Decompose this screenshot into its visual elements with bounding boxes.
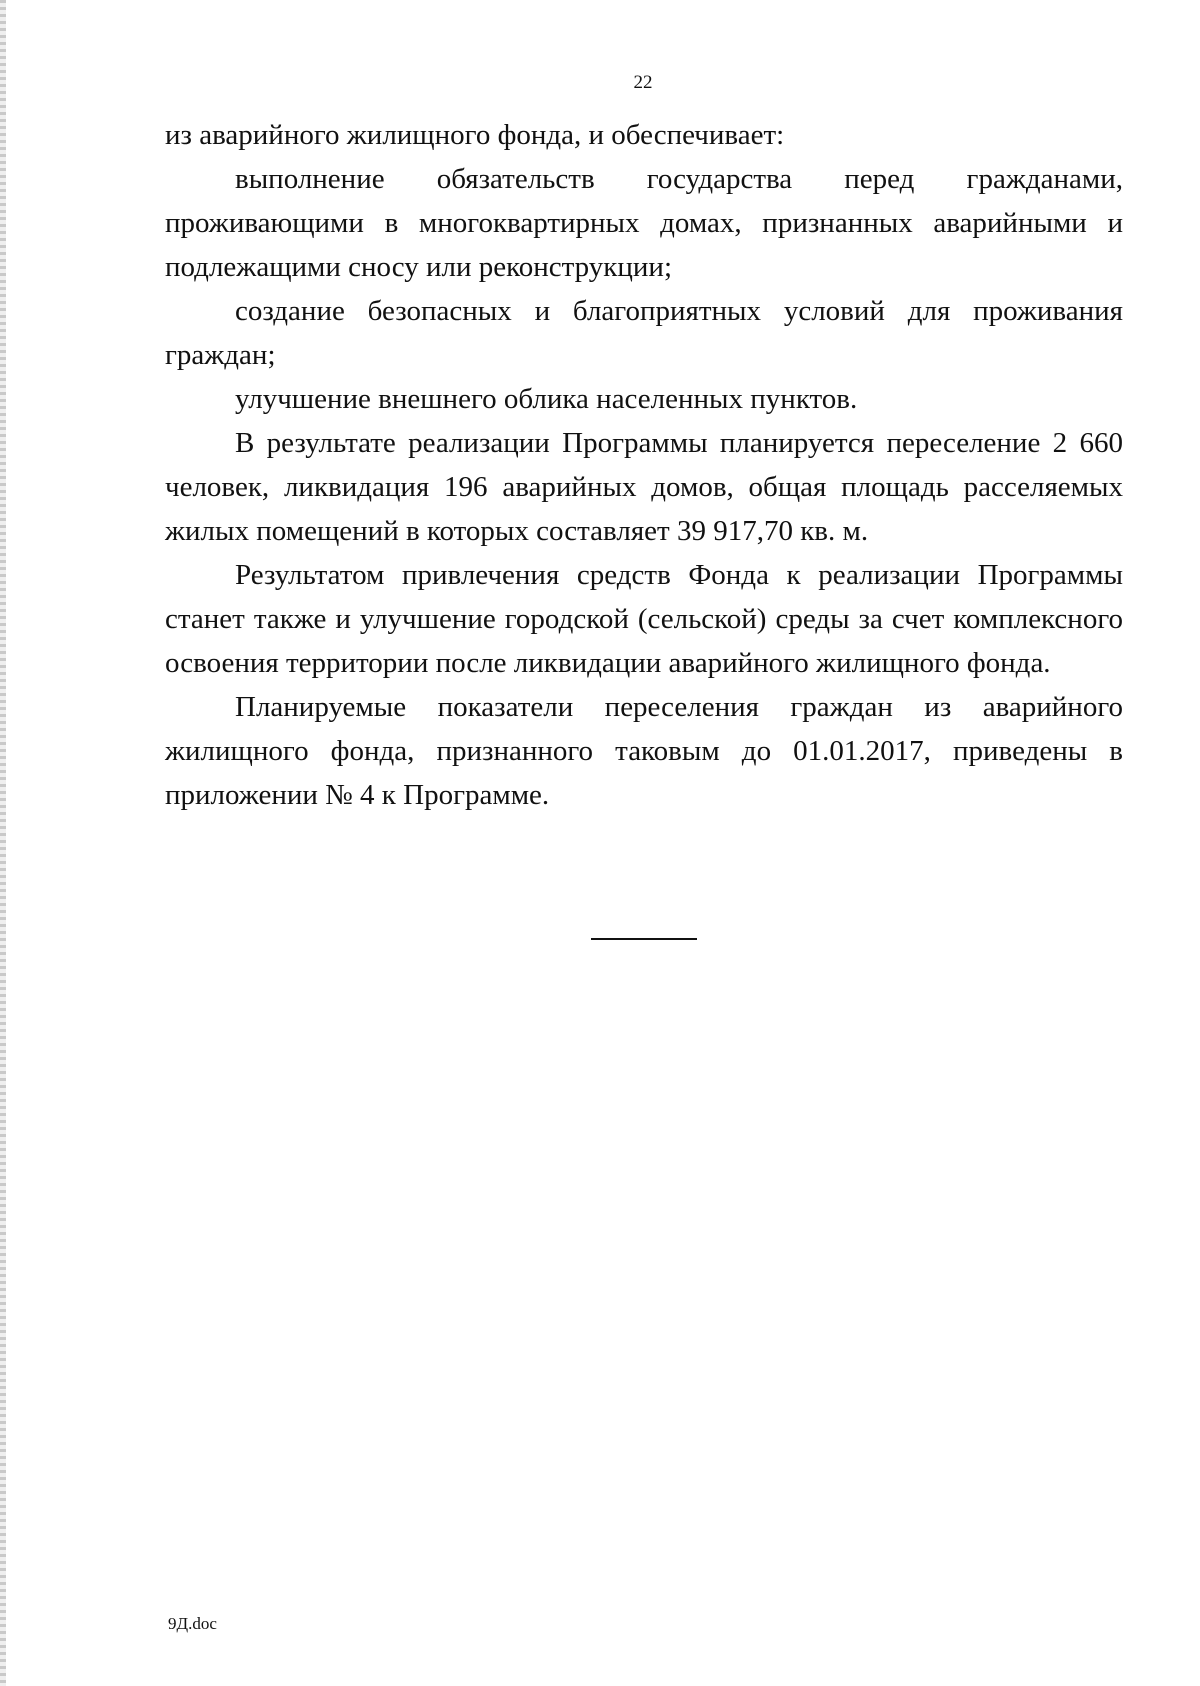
paragraph-results: В результате реализации Программы планируется переселение 2 660 человек, ликвидация 196 аварийных домов, общая площадь расселяемых жилых помещений в которых составляет 39 917,70 кв. м. (165, 427, 1123, 547)
paragraph-safe-conditions: создание безопасных и благоприятных условий для проживания граждан; (165, 295, 1123, 371)
page-number: 22 (633, 72, 653, 93)
scan-edge (0, 0, 6, 1686)
paragraph-fund-result: Результатом привлечения средств Фонда к реализации Программы станет также и улучшение городской (сельской) среды за счет комплексного освоения территории после ликвидации аварийного жилищного фонда. (165, 559, 1123, 679)
footer-filename: 9Д.doc (168, 1614, 217, 1633)
paragraph-appearance: улучшение внешнего облика населенных пунктов. (235, 383, 858, 415)
end-separator-line (591, 938, 697, 940)
document-body (165, 113, 1123, 817)
paragraph-obligations: выполнение обязательств государства перед гражданами, проживающими в многоквартирных домах, признанных аварийными и подлежащими сносу или реконструкции; (165, 163, 1123, 283)
paragraph-indicators: Планируемые показатели переселения граждан из аварийного жилищного фонда, признанного таковым до 01.01.2017, приведены в приложении № 4 к Программе. (165, 691, 1123, 811)
paragraph-continuation: из аварийного жилищного фонда, и обеспечивает: (165, 119, 785, 151)
